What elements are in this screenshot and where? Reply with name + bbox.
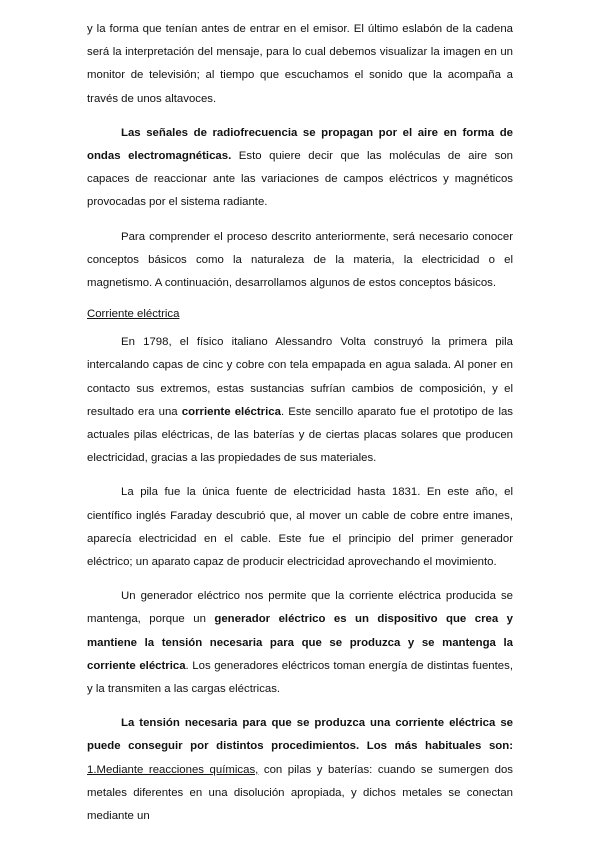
- paragraph-faraday: [87, 481, 513, 574]
- volta-text-b: . Este sencillo aparato fue el prototipo de las actuales pilas eléctricas, de las baterías y de ciertas placas solares que producen electricidad, gracias a las propiedades de sus materiales.: [87, 405, 514, 465]
- paragraph-intro-text: y la forma que tenían antes de entrar en el emisor. El último eslabón de la cadena será la interpretación del mensaje, para lo cual debemos visualizar la imagen en un monitor de televisión; al tiempo que escuchamos el sonido que la acompaña a través de unos altavoces.: [87, 23, 513, 105]
- paragraph-faraday-text: La pila fue la única fuente de electricidad hasta 1831. En este año, el científico inglés Faraday descubrió que, al mover un cable de cobre entre imanes, aparecía electricidad en el cable. Este fue el principio del primer generador eléctrico; un aparato capaz de producir electricidad aprovechando el movimiento.: [87, 486, 513, 569]
- paragraph-intro: [87, 18, 513, 111]
- tension-text: con pilas y baterías: cuando se sumergen dos metales diferentes en una disolución apropiada, y dichos metales se conectan mediante un: [87, 763, 513, 823]
- paragraph-radiofrequency: [87, 122, 513, 215]
- tension-underlined-text: 1.Mediante reacciones químicas,: [87, 763, 259, 776]
- generator-bold-text: generador eléctrico es un dispositivo que crea y mantiene la tensión necesaria para que se produzca y se mantenga la corriente eléctrica: [87, 613, 513, 672]
- paragraph-concepts-text: Para comprender el proceso descrito anteriormente, será necesario conocer conceptos básicos como la naturaleza de la materia, la electricidad o el magnetismo. A continuación, desarrollamos algunos de estos conceptos básicos.: [87, 230, 513, 290]
- section-heading-corriente: Corriente eléctrica: [87, 308, 180, 321]
- volta-bold-text: corriente eléctrica: [181, 405, 281, 418]
- tension-bold-text: La tensión necesaria para que se produzca una corriente eléctrica se puede conseguir por distintos procedimientos. Los más habituales son:: [87, 717, 513, 753]
- radiofrequency-text: Esto quiere decir que las moléculas de aire son capaces de reaccionar ante las variaciones de campos eléctricos y magnéticos provocadas por el sistema radiante.: [87, 150, 513, 209]
- paragraph-tension: [87, 712, 513, 828]
- paragraph-generator: [87, 585, 513, 701]
- radiofrequency-bold-text: Las señales de radiofrecuencia se propagan por el aire en forma de ondas electromagnéticas.: [87, 126, 513, 163]
- paragraph-volta: [87, 331, 513, 470]
- generator-text-a: Un generador eléctrico nos permite que la corriente eléctrica producida se mantenga, porque un: [87, 590, 513, 626]
- generator-text-b: . Los generadores eléctricos toman energía de distintas fuentes, y la transmiten a las cargas eléctricas.: [87, 659, 513, 696]
- paragraph-concepts: [87, 226, 513, 296]
- volta-text-a: En 1798, el físico italiano Alessandro Volta construyó la primera pila intercalando capas de cinc y cobre con tela empapada en agua salada. Al poner en contacto sus extremos, estas sustancias sufrían cambios de composición, y el resultado era una: [87, 336, 513, 418]
